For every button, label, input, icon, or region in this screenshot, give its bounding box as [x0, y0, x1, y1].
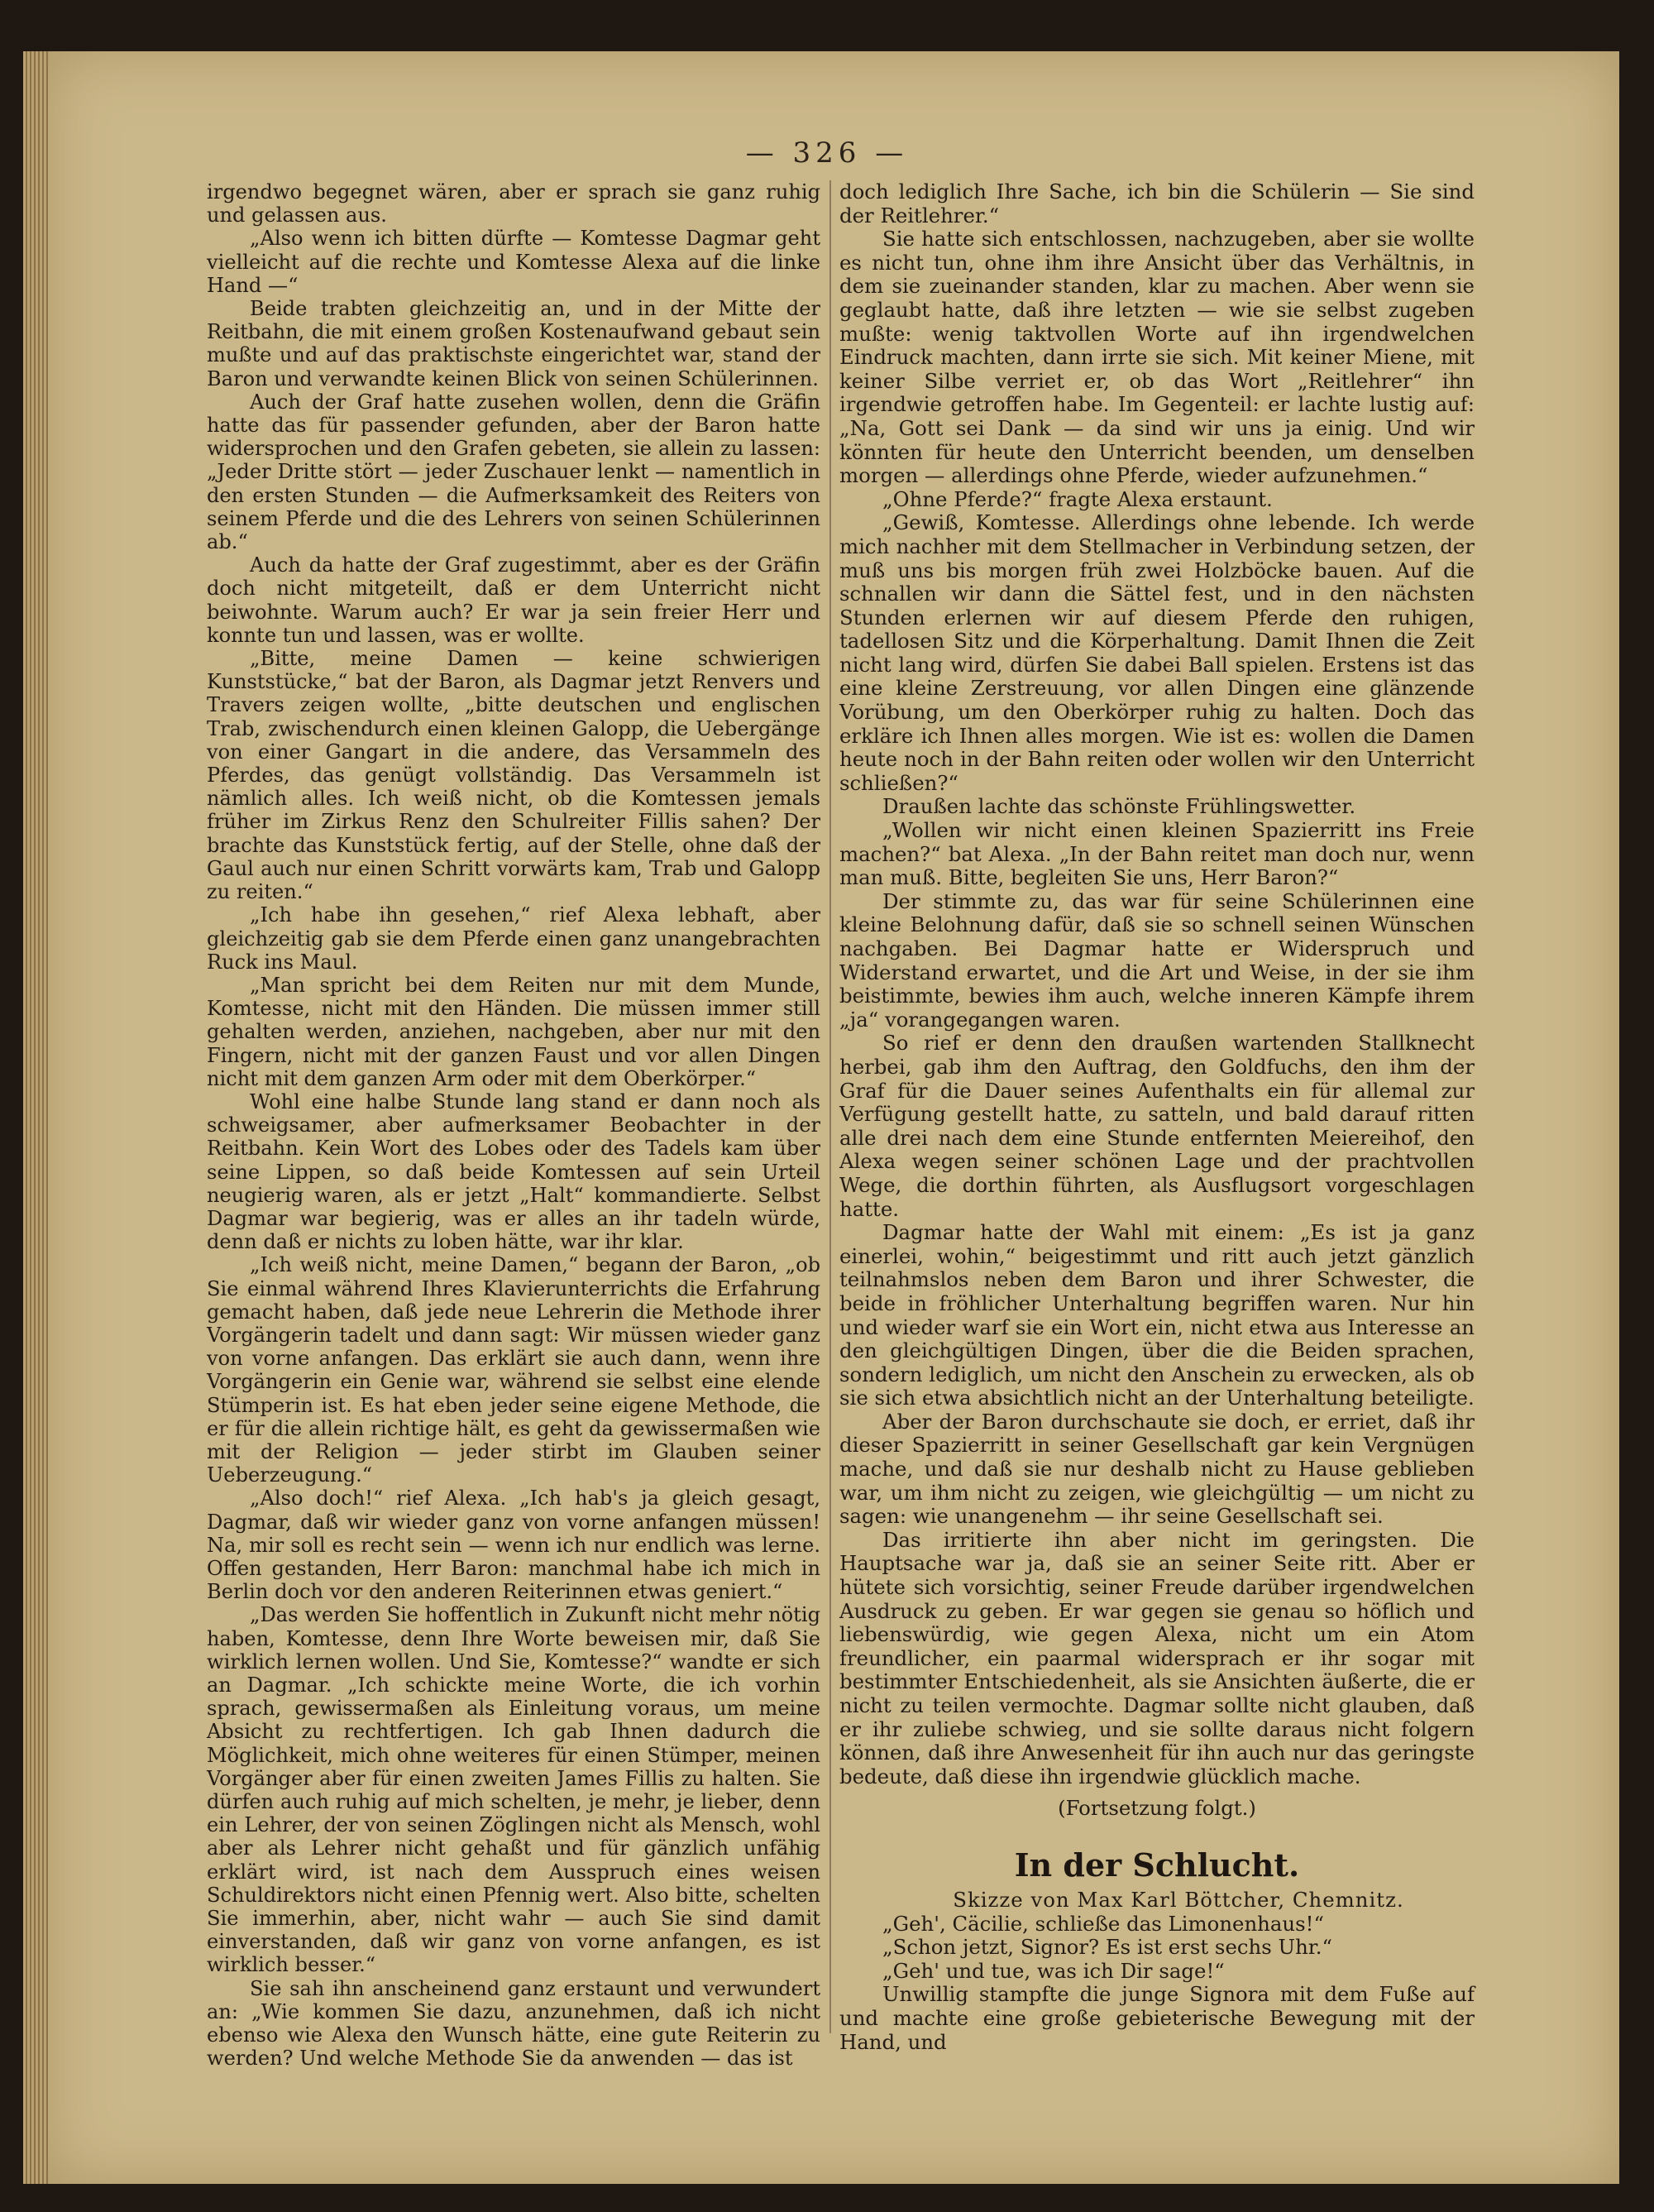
- paragraph: Aber der Baron durchschaute sie doch, er erriet, daß ihr dieser Spazierritt in seiner Gesellschaft gar kein Vergnügen mache, und daß sie nur deshalb nicht zu Hause geblieben war, um ihm nicht zu zeigen, wie gleichgültig — um nicht zu sagen: wie unangenehm — ihr seine Gesellschaft sei.: [839, 1409, 1475, 1529]
- continuation-note: (Fortsetzung folgt.): [1058, 1796, 1256, 1821]
- paragraph: Dagmar hatte der Wahl mit einem: „Es ist ja ganz einerlei, wohin,“ beigestimmt und ritt auch jetzt gänzlich teilnahmslos neben dem Baron und ihrer Schwester, die beide in fröhlicher Unterhaltung begriffen waren. Nur hin und wieder warf sie ein Wort ein, nicht etwa aus Interesse an den gleichgültigen Dingen, über die die Beiden sprachen, sondern lediglich, um nicht den Anschein zu erwecken, als ob sie sich etwa absichtlich nicht an der Unterhaltung beteiligte.: [839, 1220, 1475, 1410]
- story-byline: Skizze von Max Karl Böttcher, Chemnitz.: [953, 1887, 1404, 1912]
- paragraph: „Das werden Sie hoffentlich in Zukunft nicht mehr nötig haben, Komtesse, denn Ihre Worte beweisen mir, daß Sie wirklich lernen wollen. Und Sie, Komtesse?“ wandte er sich an Dagmar. „Ich schickte meine Worte, die ich vorhin sprach, gewissermaßen als Einleitung voraus, um meine Absicht zu rechtfertigen. Ich gab Ihnen dadurch die Möglichkeit, mich ohne weiteres für einen Stümper, meinen Vorgänger aber für einen zweiten James Fillis zu halten. Sie dürfen auch ruhig auf mich schelten, je mehr, je lieber, denn ein Lehrer, der von seinen Zöglingen nicht als Mensch, wohl aber als Lehrer nicht gehaßt und für gänzlich unfähig erklärt wird, ist nach dem Ausspruch eines weisen Schuldirektors nicht einen Pfennig wert. Also bitte, schelten Sie immerhin, aber, nicht wahr — auch Sie sind damit einverstanden, daß wir ganz von vorne anfangen, es ist wirklich besser.“: [207, 1603, 820, 1977]
- paragraph: „Also wenn ich bitten dürfte — Komtesse Dagmar geht vielleicht auf die rechte und Komtesse Alexa auf die linke Hand —“: [207, 227, 820, 297]
- paragraph: Auch da hatte der Graf zugestimmt, aber es der Gräfin doch nicht mitgeteilt, daß er dem Unterricht nicht beiwohnte. Warum auch? Er war ja sein freier Herr und konnte tun und lassen, was er wollte.: [207, 553, 820, 647]
- paragraph: Sie sah ihn anscheinend ganz erstaunt und verwundert an: „Wie kommen Sie dazu, anzunehmen, daß ich nicht ebenso wie Alexa den Wunsch hätte, eine gute Reiterin zu werden? Und welche Methode Sie da anwenden — das ist: [207, 1976, 820, 2071]
- paragraph: „Ohne Pferde?“ fragte Alexa erstaunt.: [882, 486, 1273, 511]
- left-column: [207, 180, 820, 2070]
- paragraph: „Ich weiß nicht, meine Damen,“ begann der Baron, „ob Sie einmal während Ihres Klavierunterrichts die Erfahrung gemacht haben, daß jede neue Lehrerin die Methode ihrer Vorgängerin tadelt und dann sagt: Wir müssen wieder ganz von vorne anfangen. Das erklärt sie auch dann, wenn ihre Vorgängerin ein Genie war, während sie selbst eine elende Stümperin ist. Es hat eben jeder seine eigene Methode, die er für die allein richtige hält, es geht da gewissermaßen wie mit der Religion — jeder stirbt im Glauben seiner Ueberzeugung.“: [207, 1253, 820, 1487]
- paragraph: Unwillig stampfte die junge Signora mit dem Fuße auf und machte eine große gebieterische Bewegung mit der Hand, und: [839, 1982, 1475, 2054]
- paragraph: Sie hatte sich entschlossen, nachzugeben, aber sie wollte es nicht tun, ohne ihm ihre Ansicht über das Verhältnis, in dem sie zueinander standen, klar zu machen. Aber wenn sie geglaubt hatte, daß ihre letzten — wie sie selbst zugeben mußte: wenig taktvollen Worte auf ihn irgendwelchen Eindruck machten, dann irrte sie sich. Mit keiner Miene, mit keiner Silbe verriet er, ob das Wort „Reitlehrer“ ihn irgendwie getroffen habe. Im Gegenteil: er lachte lustig auf: „Na, Gott sei Dank — da sind wir uns ja einig. Und wir könnten für heute den Unterricht beenden, um denselben morgen — allerdings ohne Pferde, wieder aufzunehmen.“: [839, 227, 1475, 488]
- story-title: In der Schlucht.: [1014, 1846, 1300, 1884]
- right-column: [839, 180, 1475, 2054]
- paragraph: Der stimmte zu, das war für seine Schülerinnen eine kleine Belohnung dafür, daß sie so schnell seinen Wünschen nachgaben. Bei Dagmar hatte er Widerspruch und Widerstand erwartet, und die Art und Weise, in der sie ihm beistimmte, bewies ihm auch, welche inneren Kämpfe ihrem „ja“ vorangegangen waren.: [839, 888, 1475, 1032]
- paragraph: „Wollen wir nicht einen kleinen Spazierritt ins Freie machen?“ bat Alexa. „In der Bahn reitet man doch nur, wenn man muß. Bitte, begleiten Sie uns, Herr Baron?“: [839, 818, 1475, 890]
- paragraph: Draußen lachte das schönste Frühlingswetter.: [882, 794, 1356, 819]
- dialogue-line: „Schon jetzt, Signor? Es ist erst sechs Uhr.“: [882, 1935, 1332, 1960]
- page-number: — 326 —: [745, 136, 909, 170]
- dialogue-line: „Geh' und tue, was ich Dir sage!“: [882, 1958, 1225, 1983]
- paragraph: doch lediglich Ihre Sache, ich bin die Schülerin — Sie sind der Reitlehrer.“: [839, 180, 1475, 227]
- paragraph: Beide trabten gleichzeitig an, und in der Mitte der Reitbahn, die mit einem großen Kostenaufwand gebaut sein mußte und auf das praktischste eingerichtet war, stand der Baron und verwandte keinen Blick von seinen Schülerinnen.: [207, 297, 820, 390]
- dialogue-line: „Geh', Cäcilie, schließe das Limonenhaus!“: [882, 1911, 1324, 1936]
- paragraph: „Also doch!“ rief Alexa. „Ich hab's ja gleich gesagt, Dagmar, daß wir wieder ganz von vorne anfangen müssen! Na, mir soll es recht sein — wenn ich nur endlich was lerne. Offen gestanden, Herr Baron: manchmal habe ich mich in Berlin doch vor den anderen Reiterinnen etwas geniert.“: [207, 1487, 820, 1604]
- paragraph: Auch der Graf hatte zusehen wollen, denn die Gräfin hatte das für passender gefunden, aber der Baron hatte widersprochen und den Grafen gebeten, sie allein zu lassen: „Jeder Dritte stört — jeder Zuschauer lenkt — namentlich in den ersten Stunden — die Aufmerksamkeit des Reiters von seinem Pferde und die des Lehrers von seinen Schülerinnen ab.“: [207, 390, 820, 554]
- paragraph: Das irritierte ihn aber nicht im geringsten. Die Hauptsache war ja, daß sie an seiner Seite ritt. Aber er hütete sich vorsichtig, seiner Freude darüber irgendwelchen Ausdruck zu geben. Er war gegen sie genau so höflich und liebenswürdig, wie gegen Alexa, nicht um ein Atom freundlicher, ein paarmal widersprach er ihr sogar mit bestimmter Entschiedenheit, als sie Ansichten äußerte, die er nicht zu teilen vermochte. Dagmar sollte nicht glauben, daß er ihr zuliebe schwieg, und sie sollte daraus nicht folgern können, daß ihre Anwesenheit für ihn auch nur das geringste bedeute, daß diese ihn irgendwie glücklich mache.: [839, 1527, 1475, 1788]
- paragraph: irgendwo begegnet wären, aber er sprach sie ganz ruhig und gelassen aus.: [207, 180, 820, 227]
- paragraph: So rief er denn den draußen wartenden Stallknecht herbei, gab ihm den Auftrag, den Goldfuchs, den ihm der Graf für die Dauer seines Aufenthalts ein für allemal zur Verfügung gestellt hatte, zu satteln, und bald darauf ritten alle drei nach dem eine Stunde entfernten Meiereihof, den Alexa wegen seiner schönen Lage und der prachtvollen Wege, die dorthin führten, als Ausflugsort vorgeschlagen hatte.: [839, 1031, 1475, 1221]
- paragraph: „Gewiß, Komtesse. Allerdings ohne lebende. Ich werde mich nachher mit dem Stellmacher in Verbindung setzen, der muß uns bis morgen früh zwei Holzböcke bauen. Auf die schnallen wir dann die Sättel fest, und in den nächsten Stunden erlernen wir auf diesem Pferde den ruhigen, tadellosen Sitz und die Körperhaltung. Damit Ihnen die Zeit nicht lang wird, dürfen Sie dabei Ball spielen. Erstens ist das eine kleine Zerstreuung, vor allen Dingen eine glänzende Vorübung, um den Oberkörper ruhig zu halten. Doch das erkläre ich Ihnen alles morgen. Wie ist es: wollen die Damen heute noch in der Bahn reiten oder wollen wir den Unterricht schließen?“: [839, 510, 1475, 795]
- paragraph: Wohl eine halbe Stunde lang stand er dann noch als schweigsamer, aber aufmerksamer Beobachter in der Reitbahn. Kein Wort des Lobes oder des Tadels kam über seine Lippen, so daß beide Komtessen auf sein Urteil neugierig waren, als er jetzt „Halt“ kommandierte. Selbst Dagmar war begierig, was er alles an ihr tadeln würde, denn daß er nichts zu loben hätte, war ihr klar.: [207, 1089, 820, 1254]
- paragraph: „Man spricht bei dem Reiten nur mit dem Munde, Komtesse, nicht mit den Händen. Die müssen immer still gehalten werden, anziehen, nachgeben, aber nur mit den Fingern, nicht mit der ganzen Faust und vor allen Dingen nicht mit dem ganzen Arm oder mit dem Oberkörper.“: [207, 973, 820, 1090]
- paragraph: „Bitte, meine Damen — keine schwierigen Kunststücke,“ bat der Baron, als Dagmar jetzt Renvers und Travers zeigen wollte, „bitte deutschen und englischen Trab, zwischendurch einen kleinen Galopp, die Uebergänge von einer Gangart in die andere, das Versammeln des Pferdes, das genügt vollständig. Das Versammeln ist nämlich alles. Ich weiß nicht, ob die Komtessen jemals früher im Zirkus Renz den Schulreiter Fillis sahen? Der brachte das Kunststück fertig, auf der Stelle, ohne daß der Gaul auch nur einen Schritt vorwärts kam, Trab und Galopp zu reiten.“: [207, 647, 820, 904]
- column-divider: [829, 180, 831, 2033]
- paragraph: „Ich habe ihn gesehen,“ rief Alexa lebhaft, aber gleichzeitig gab sie dem Pferde einen ganz unangebrachten Ruck ins Maul.: [207, 903, 820, 974]
